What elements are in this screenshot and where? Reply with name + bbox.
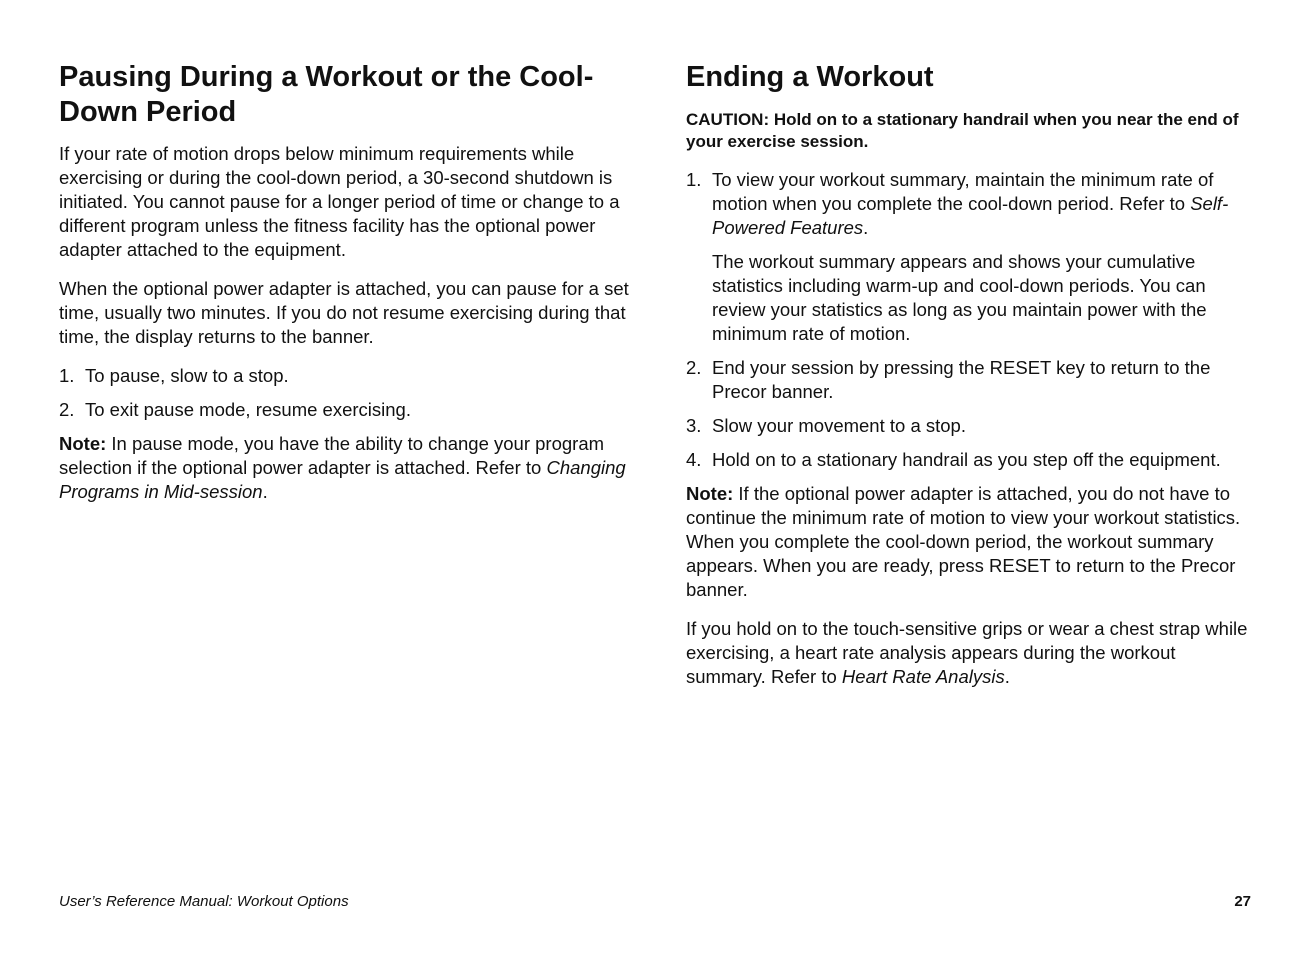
footer-manual-title: User’s Reference Manual: Workout Options bbox=[59, 893, 349, 910]
step-text: Slow your movement to a stop. bbox=[712, 415, 966, 436]
page-number: 27 bbox=[1234, 893, 1251, 910]
pause-steps-list bbox=[59, 364, 629, 422]
list-item bbox=[686, 448, 1256, 472]
step-number: 2. bbox=[686, 357, 702, 378]
list-item bbox=[686, 168, 1256, 346]
list-item bbox=[686, 414, 1256, 438]
note-text: If the optional power adapter is attached, you do not have to continue the minimum rate of motion to view your workout statistics. When you complete the cool-down period, the workout summary appears. When you are ready, press RESET to return to the Precor banner. bbox=[686, 483, 1241, 600]
list-item bbox=[59, 398, 629, 422]
step-text: To exit pause mode, resume exercising. bbox=[85, 399, 411, 420]
cross-reference: Heart Rate Analysis bbox=[841, 666, 1005, 687]
step-text: To pause, slow to a stop. bbox=[85, 365, 289, 386]
cross-reference: Changing Programs in Mid-session bbox=[59, 457, 626, 502]
paragraph-heart-rate bbox=[686, 617, 1256, 689]
note-label: Note: bbox=[59, 433, 107, 454]
note-label: Note: bbox=[686, 483, 734, 504]
list-item bbox=[59, 364, 629, 388]
step-subparagraph: The workout summary appears and shows your cumulative statistics including warm-up and cool-down periods. You can review your statistics as long as you maintain power with the minimum rate of motion. bbox=[712, 251, 1207, 344]
step-text: Hold on to a stationary handrail as you step off the equipment. bbox=[712, 449, 1221, 470]
left-column bbox=[59, 60, 629, 519]
note-power-adapter bbox=[686, 482, 1256, 602]
step-number: 4. bbox=[686, 449, 702, 470]
step-text: To view your workout summary, maintain the minimum rate of motion when you complete the cool-down period. Refer to bbox=[712, 169, 1214, 214]
step-number: 2. bbox=[59, 399, 75, 420]
step-number: 3. bbox=[686, 415, 702, 436]
caution-text: CAUTION: Hold on to a stationary handrail when you near the end of your exercise session. bbox=[686, 110, 1239, 151]
right-column bbox=[686, 60, 1256, 704]
section-heading-ending: Ending a Workout bbox=[686, 61, 934, 93]
list-item bbox=[686, 356, 1256, 404]
note-pause-mode bbox=[59, 432, 629, 504]
ending-steps-list bbox=[686, 168, 1256, 472]
step-number: 1. bbox=[686, 169, 702, 190]
note-text: In pause mode, you have the ability to change your program selection if the optional power adapter is attached. Refer to bbox=[59, 433, 605, 478]
cross-reference: Self-Powered Features bbox=[712, 193, 1229, 238]
section-heading-pausing: Pausing During a Workout or the Cool-Down Period bbox=[59, 61, 594, 128]
paragraph-power-adapter: When the optional power adapter is attached, you can pause for a set time, usually two minutes. If you do not resume exercising during that time, the display returns to the banner. bbox=[59, 278, 629, 347]
note-end: . bbox=[262, 481, 268, 502]
step-text-end: . bbox=[863, 217, 869, 238]
paragraph-end: . bbox=[1004, 666, 1010, 687]
paragraph-text: If you hold on to the touch-sensitive grips or wear a chest strap while exercising, a heart rate analysis appears during the workout summary. Refer to bbox=[686, 618, 1248, 687]
paragraph-shutdown: If your rate of motion drops below minimum requirements while exercising or during the cool-down period, a 30-second shutdown is initiated. You cannot pause for a longer period of time or change to a different program unless the fitness facility has the optional power adapter attached to the equipment. bbox=[59, 143, 620, 260]
step-number: 1. bbox=[59, 365, 75, 386]
step-text: End your session by pressing the RESET key to return to the Precor banner. bbox=[712, 357, 1211, 402]
